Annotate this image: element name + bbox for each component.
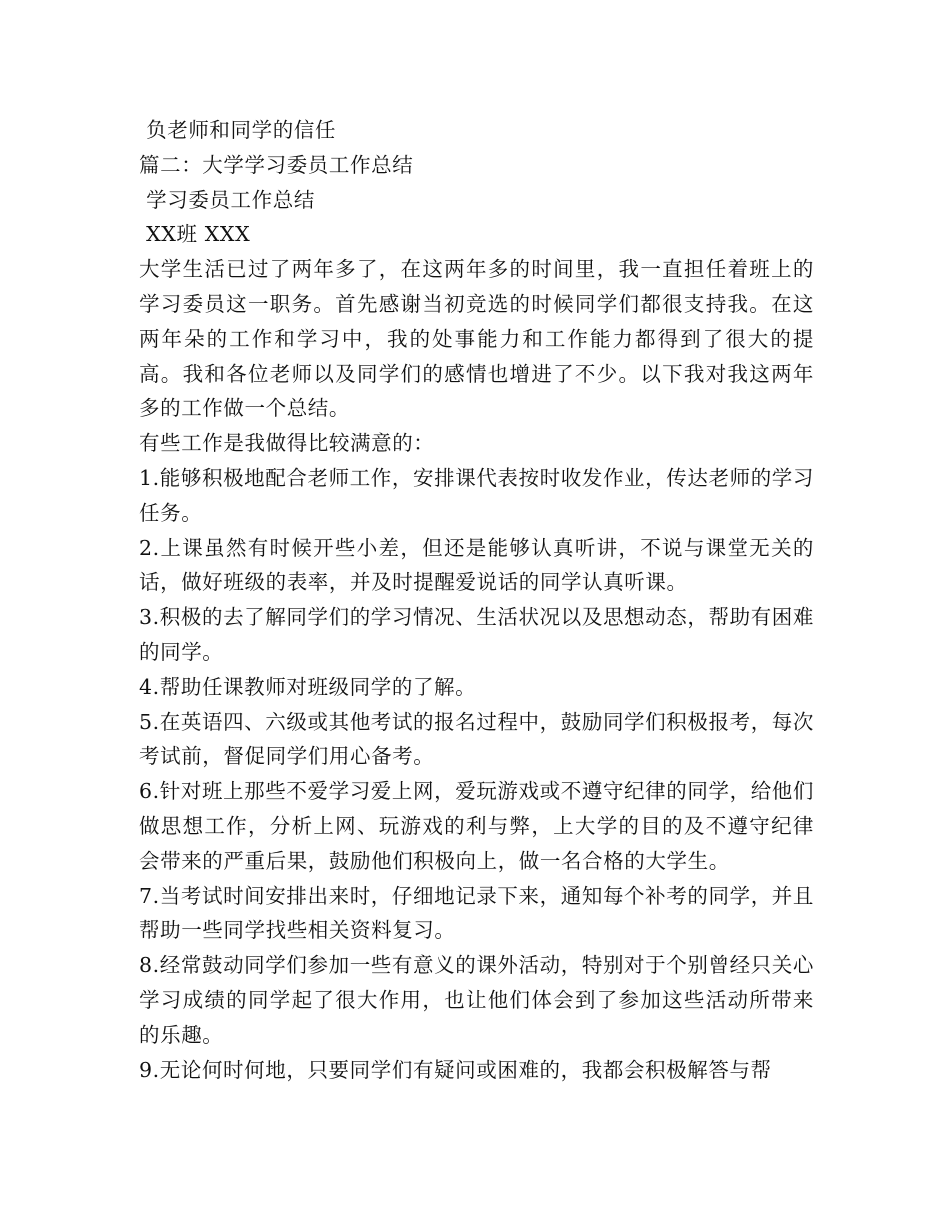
list-item: 4.帮助任课教师对班级同学的了解。 bbox=[139, 674, 477, 699]
list-item: 7.当考试时间安排出来时，仔细地记录下来，通知每个补考的同学，并且帮助一些同学找些相关资料复习。 bbox=[139, 883, 814, 943]
list-item: 3.积极的去了解同学们的学习情况、生活状况以及思想动态，帮助有困难的同学。 bbox=[139, 605, 814, 664]
text-line-continuation: 负老师和同学的信任 bbox=[139, 118, 337, 142]
intro-paragraph: 大学生活已过了两年多了，在这两年多的时间里，我一直担任着班上的学习委员这一职务。首先感谢当初竞选的时候同学们都很支持我。在这两年朵的工作和学习中，我的处事能力和工作能力都得到了很大的提高。我和各位老师以及同学们的感情也增进了不少。以下我对我这两年多的工作做一个总结。 bbox=[139, 257, 814, 421]
list-item: 1.能够积极地配合老师工作，安排课代表按时收发作业，传达老师的学习任务。 bbox=[139, 465, 814, 525]
author-line: XX班 XXX bbox=[139, 222, 251, 247]
list-item: 5.在英语四、六级或其他考试的报名过程中，鼓励同学们积极报考，每次考试前，督促同学们用心备考。 bbox=[139, 709, 814, 769]
document-title: 学习委员工作总结 bbox=[139, 187, 315, 212]
document-body bbox=[139, 113, 814, 1087]
list-item: 9.无论何时何地，只要同学们有疑问或困难的，我都会积极解答与帮 bbox=[139, 1057, 772, 1082]
list-item: 8.经常鼓动同学们参加一些有意义的课外活动，特别对于个别曾经只关心学习成绩的同学起了很大作用，也让他们体会到了参加这些活动所带来的乐趣。 bbox=[139, 953, 814, 1047]
list-item: 2.上课虽然有时候开些小差，但还是能够认真听讲，不说与课堂无关的话，做好班级的表率，并及时提醒爱说话的同学认真听课。 bbox=[139, 535, 814, 595]
list-intro: 有些工作是我做得比较满意的： bbox=[139, 431, 435, 456]
section-heading: 篇二：大学学习委员工作总结 bbox=[139, 152, 414, 177]
list-item: 6.针对班上那些不爱学习爱上网，爱玩游戏或不遵守纪律的同学，给他们做思想工作，分析上网、玩游戏的利与弊，上大学的目的及不遵守纪律会带来的严重后果，鼓励他们积极向上，做一名合格的大学生。 bbox=[139, 779, 814, 873]
